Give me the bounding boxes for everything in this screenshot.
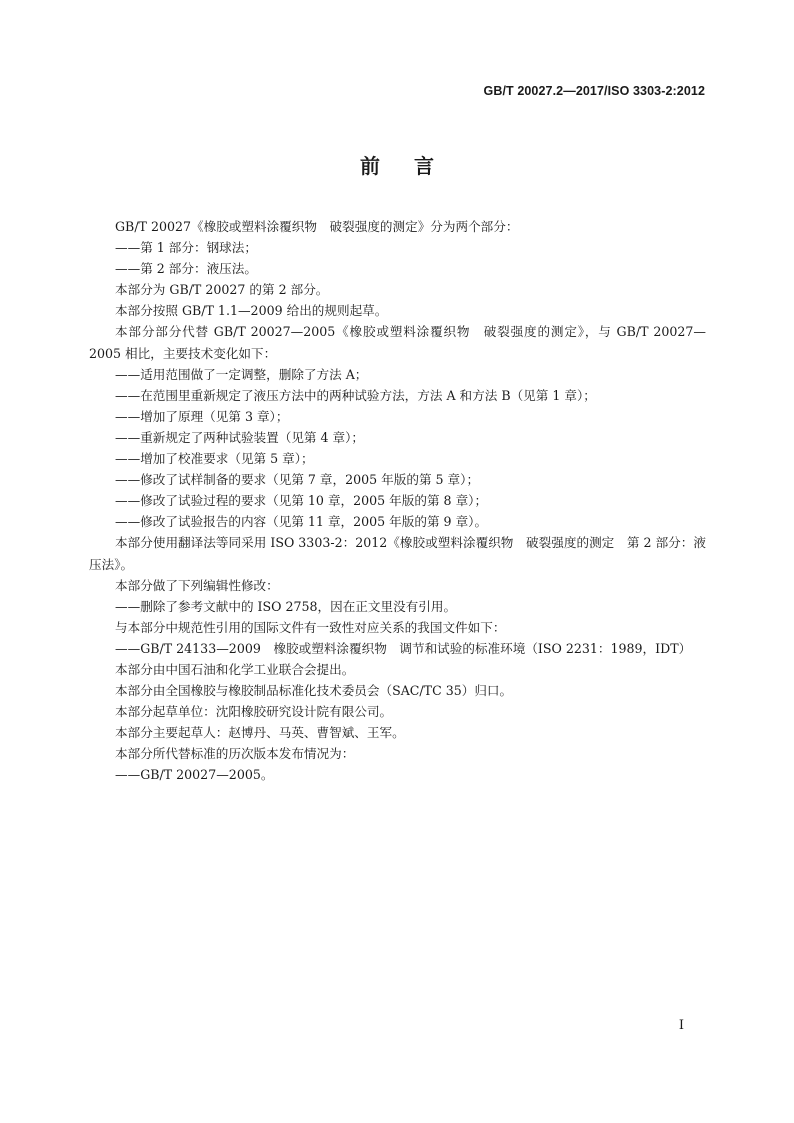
foreword-body [89,216,706,786]
paragraph: 本部分为 GB/T 20027 的第 2 部分。 [115,282,329,298]
list-item: ——适用范围做了一定调整，删除了方法 A； [115,366,368,382]
paragraph: 本部分使用翻译法等同采用 ISO 3303-2：2012《橡胶或塑料涂覆织物 破裂强度的测定 第 2 部分：液压法》。 [89,535,706,572]
paragraph: 本部分部分代替 GB/T 20027—2005《橡胶或塑料涂覆织物 破裂强度的测定》，与 GB/T 20027—2005 相比，主要技术变化如下： [89,324,706,361]
paragraph: 本部分由全国橡胶与橡胶制品标准化技术委员会（SAC/TC 35）归口。 [115,683,513,699]
list-item: ——GB/T 20027—2005。 [115,767,274,783]
standard-code-header: GB/T 20027.2—2017/ISO 3303-2:2012 [483,84,705,98]
paragraph: 本部分所代替标准的历次版本发布情况为： [115,746,355,762]
list-item: ——在范围里重新规定了液压方法中的两种试验方法，方法 A 和方法 B（见第 1 章）； [115,387,596,403]
list-item: ——修改了试验过程的要求（见第 10 章，2005 年版的第 8 章）； [115,493,488,509]
list-item: ——增加了校准要求（见第 5 章）； [115,451,314,467]
paragraph: 本部分主要起草人：赵博丹、马英、曹智斌、王军。 [115,725,405,741]
paragraph: GB/T 20027《橡胶或塑料涂覆织物 破裂强度的测定》分为两个部分： [115,219,519,234]
list-item: ——重新规定了两种试验装置（见第 4 章）； [115,429,365,445]
paragraph: 本部分由中国石油和化学工业联合会提出。 [115,661,355,677]
list-item: ——增加了原理（见第 3 章）； [115,408,289,424]
paragraph: 本部分起草单位：沈阳橡胶研究设计院有限公司。 [115,704,393,720]
list-item: ——第 1 部分：钢球法； [115,240,257,256]
paragraph: 本部分做了下列编辑性修改： [115,577,279,593]
paragraph: 与本部分中规范性引用的国际文件有一致性对应关系的我国文件如下： [115,619,506,635]
list-item: ——修改了试验报告的内容（见第 11 章，2005 年版的第 9 章）。 [115,514,488,530]
page-title: 前言 [360,154,468,178]
list-item: ——修改了试样制备的要求（见第 7 章，2005 年版的第 5 章）； [115,472,480,488]
list-item: ——第 2 部分：液压法。 [115,261,257,277]
list-item: ——GB/T 24133—2009 橡胶或塑料涂覆织物 调节和试验的标准环境（ISO 2231：1989，IDT） [115,640,692,656]
list-item: ——删除了参考文献中的 ISO 2758，因在正文里没有引用。 [115,598,457,614]
page-number: I [678,1018,684,1033]
paragraph: 本部分按照 GB/T 1.1—2009 给出的规则起草。 [115,303,388,319]
